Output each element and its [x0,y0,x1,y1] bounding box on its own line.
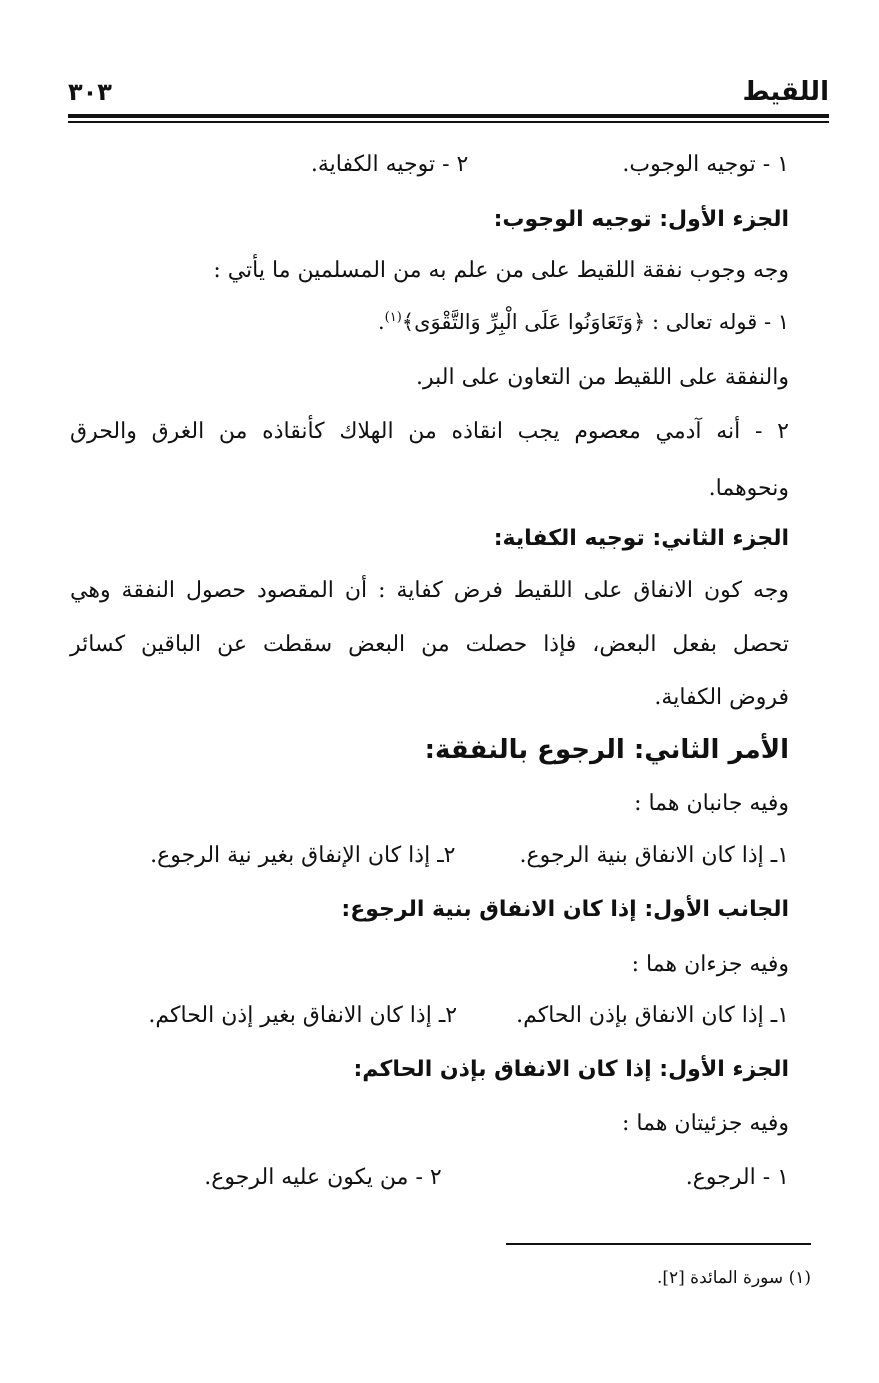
paragraph-line: ونحوهما. [708,476,789,501]
section-heading: الجزء الأول: توجيه الوجوب: [493,207,789,232]
footnote: (١) سورة المائدة [٢]. [656,1268,811,1288]
paragraph-line: وفيه جانبان هما : [634,791,789,816]
paragraph-line: وجه وجوب نفقة اللقيط على من علم به من المسلمين ما يأتي : [213,258,789,283]
list-item: ١ - الرجوع. [685,1165,789,1190]
paragraph-line: وجه كون الانفاق على اللقيط فرض كفاية : أن المقصود حصول النفقة وهي [70,578,789,603]
list-item: ٢ـ إذا كان الانفاق بغير إذن الحاكم. [148,1003,458,1028]
list-item: ٢ـ إذا كان الإنفاق بغير نية الرجوع. [150,843,456,868]
list-line [70,843,789,869]
page-header [68,72,829,112]
paragraph-line: تحصل بفعل البعض، فإذا حصلت من البعض سقطت عن الباقين كسائر [70,632,789,657]
list-line [70,152,789,178]
footnote-ref: (١) [384,310,402,325]
paragraph-line: وفيه جزءان هما : [631,952,789,977]
quran-verse-line: ١ - قوله تعالى : ﴿وَتَعَاوَنُوا عَلَى الْبِرِّ وَالتَّقْوَى﴾$^{(١)}$. [377,310,789,334]
list-item: ١ - توجيه الوجوب. [622,152,789,177]
main-heading: الأمر الثاني: الرجوع بالنفقة: [424,735,789,765]
paragraph-line: وفيه جزئيتان هما : [622,1111,789,1136]
list-line [70,1165,789,1191]
list-item: ١ـ إذا كان الانفاق بنية الرجوع. [519,843,789,868]
section-heading: الجزء الأول: إذا كان الانفاق بإذن الحاكم: [353,1057,789,1082]
running-title: اللقيط [742,77,829,107]
paragraph-line: فروض الكفاية. [654,685,789,710]
list-item: ٢ - من يكون عليه الرجوع. [204,1165,442,1190]
section-heading: الجانب الأول: إذا كان الانفاق بنية الرجوع: [341,897,789,922]
paragraph-line: والنفقة على اللقيط من التعاون على البر. [415,365,789,390]
list-line [70,1003,789,1029]
header-rule-thick [68,114,829,118]
section-heading: الجزء الثاني: توجيه الكفاية: [493,526,789,551]
list-item: ١ـ إذا كان الانفاق بإذن الحاكم. [516,1003,789,1028]
list-item: ٢ - توجيه الكفاية. [310,152,469,177]
header-rule-thin [68,121,829,123]
footnote-rule [506,1243,811,1245]
paragraph-line: ٢ - أنه آدمي معصوم يجب انقاذه من الهلاك كأنقاذه من الغرق والحرق [70,419,789,444]
page-number: ٣٠٣ [68,78,112,106]
